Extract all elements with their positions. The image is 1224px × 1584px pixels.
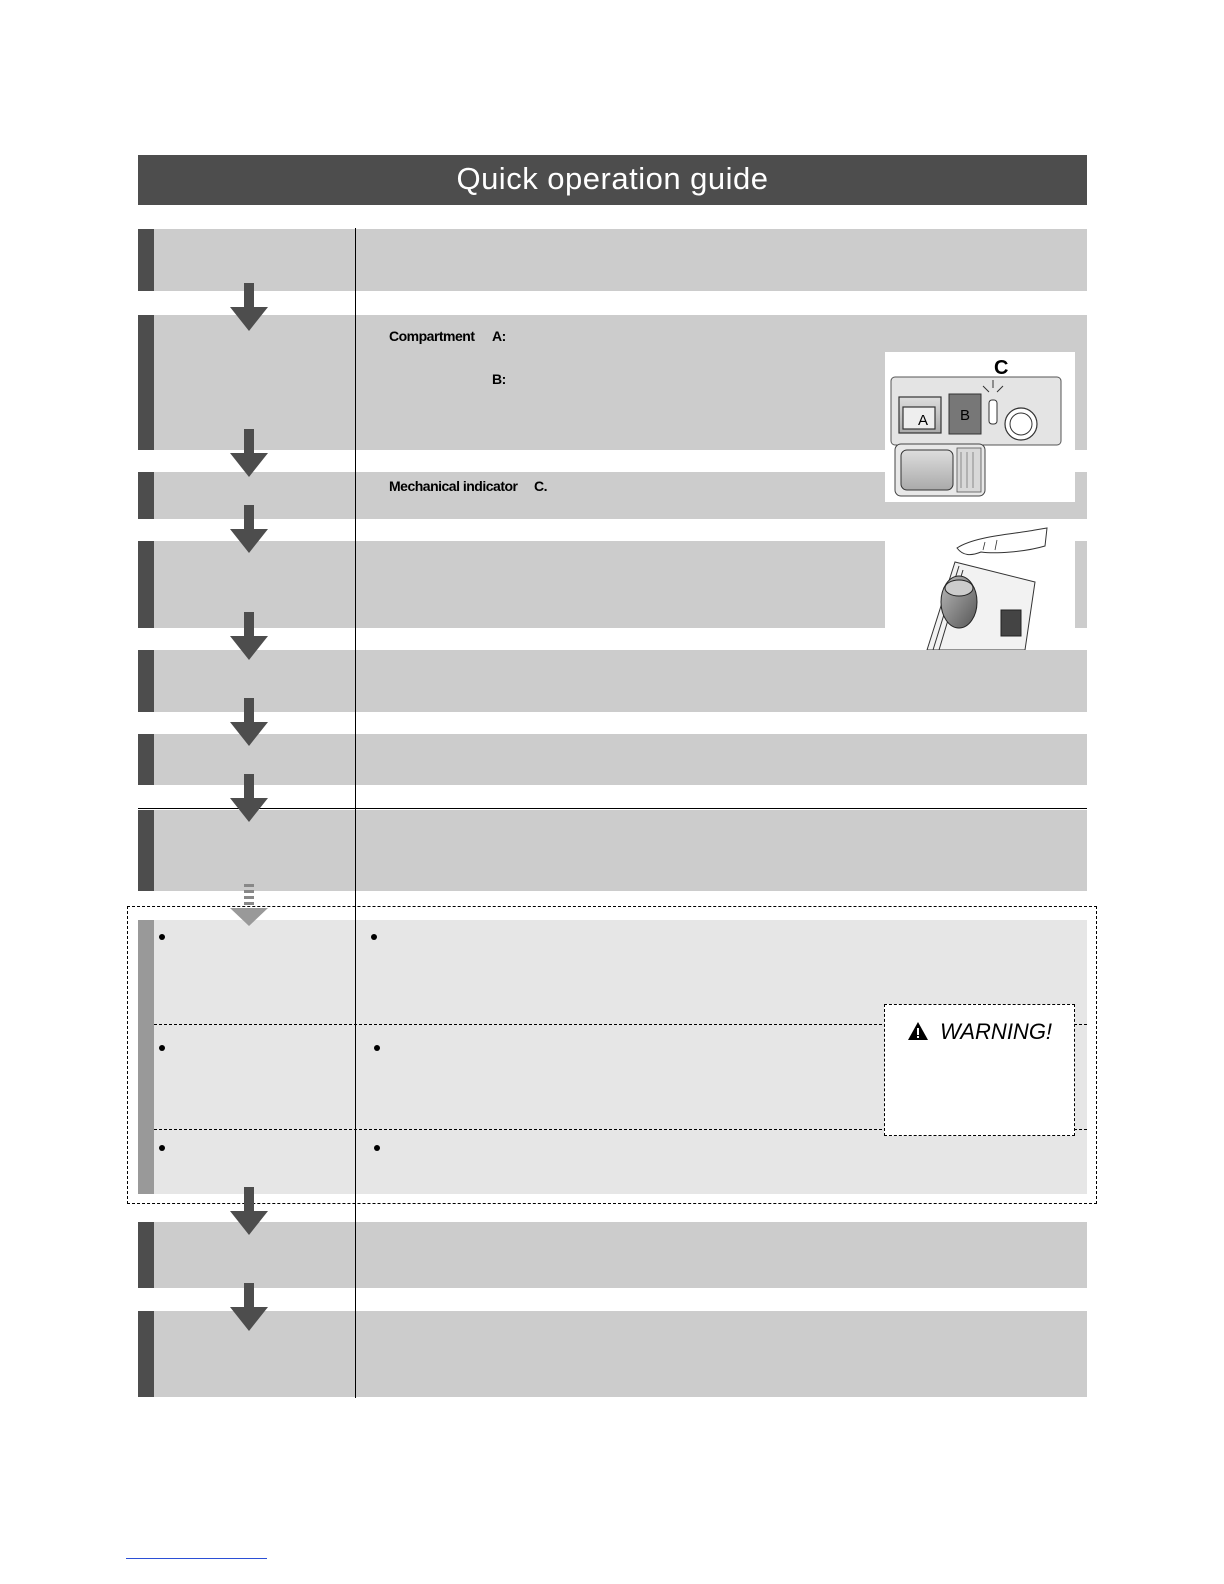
bullet: [374, 1145, 380, 1151]
callout-c-text: C: [994, 357, 1009, 379]
row-divider: [138, 808, 1087, 809]
option-tab: [138, 1024, 154, 1130]
down-arrow-icon: [230, 1187, 268, 1235]
footer-link-underline[interactable]: [126, 1558, 267, 1559]
warning-box: [884, 1004, 1075, 1136]
dispenser-illustration: [885, 352, 1075, 502]
step-tab: [138, 650, 154, 712]
column-divider: [355, 228, 356, 1398]
down-arrow-icon: [230, 429, 268, 477]
bullet: [371, 934, 377, 940]
step-tab: [138, 472, 154, 519]
filter-hand-illustration: [885, 522, 1075, 650]
step-tab: [138, 810, 154, 891]
step-row-1: [138, 229, 1087, 291]
warning-title: WARNING!: [940, 1019, 1053, 1044]
mechanical-indicator-label: Mechanical indicator: [389, 478, 518, 494]
step-row-8: [138, 1222, 1087, 1288]
bullet: [159, 934, 165, 940]
compartment-label: Compartment: [389, 328, 475, 344]
step-tab: [138, 541, 154, 628]
page-title: Quick operation guide: [138, 155, 1087, 205]
box-b-text: B: [960, 407, 971, 424]
down-arrow-icon: [230, 698, 268, 746]
option-tab: [138, 1130, 154, 1194]
dispenser-figure: [885, 352, 1075, 502]
step-tab: [138, 1222, 154, 1288]
down-arrow-icon: [230, 283, 268, 331]
bullet: [374, 1045, 380, 1051]
step-row-5: [138, 650, 1087, 712]
filter-figure: [885, 522, 1075, 650]
bullet: [159, 1145, 165, 1151]
step-tab: [138, 229, 154, 291]
step-row-6: [138, 734, 1087, 785]
indicator-c-label: C.: [534, 478, 547, 494]
step-row-7: [138, 810, 1087, 891]
step-tab: [138, 315, 154, 450]
step-tab: [138, 1311, 154, 1397]
box-a-text: A: [918, 412, 929, 429]
compartment-a-label: A:: [492, 328, 506, 344]
option-tab: [138, 920, 154, 1024]
down-arrow-icon: [230, 505, 268, 553]
step-tab: [138, 734, 154, 785]
down-arrow-icon: [230, 1283, 268, 1331]
step-row-9: [138, 1311, 1087, 1397]
down-arrow-icon: [230, 612, 268, 660]
down-arrow-icon: [230, 774, 268, 822]
warning-triangle-icon: [907, 1021, 929, 1041]
bullet: [159, 1045, 165, 1051]
dashed-down-arrow-icon: [230, 882, 268, 930]
option-row-3: [138, 1130, 1087, 1194]
compartment-b-label: B:: [492, 371, 506, 387]
